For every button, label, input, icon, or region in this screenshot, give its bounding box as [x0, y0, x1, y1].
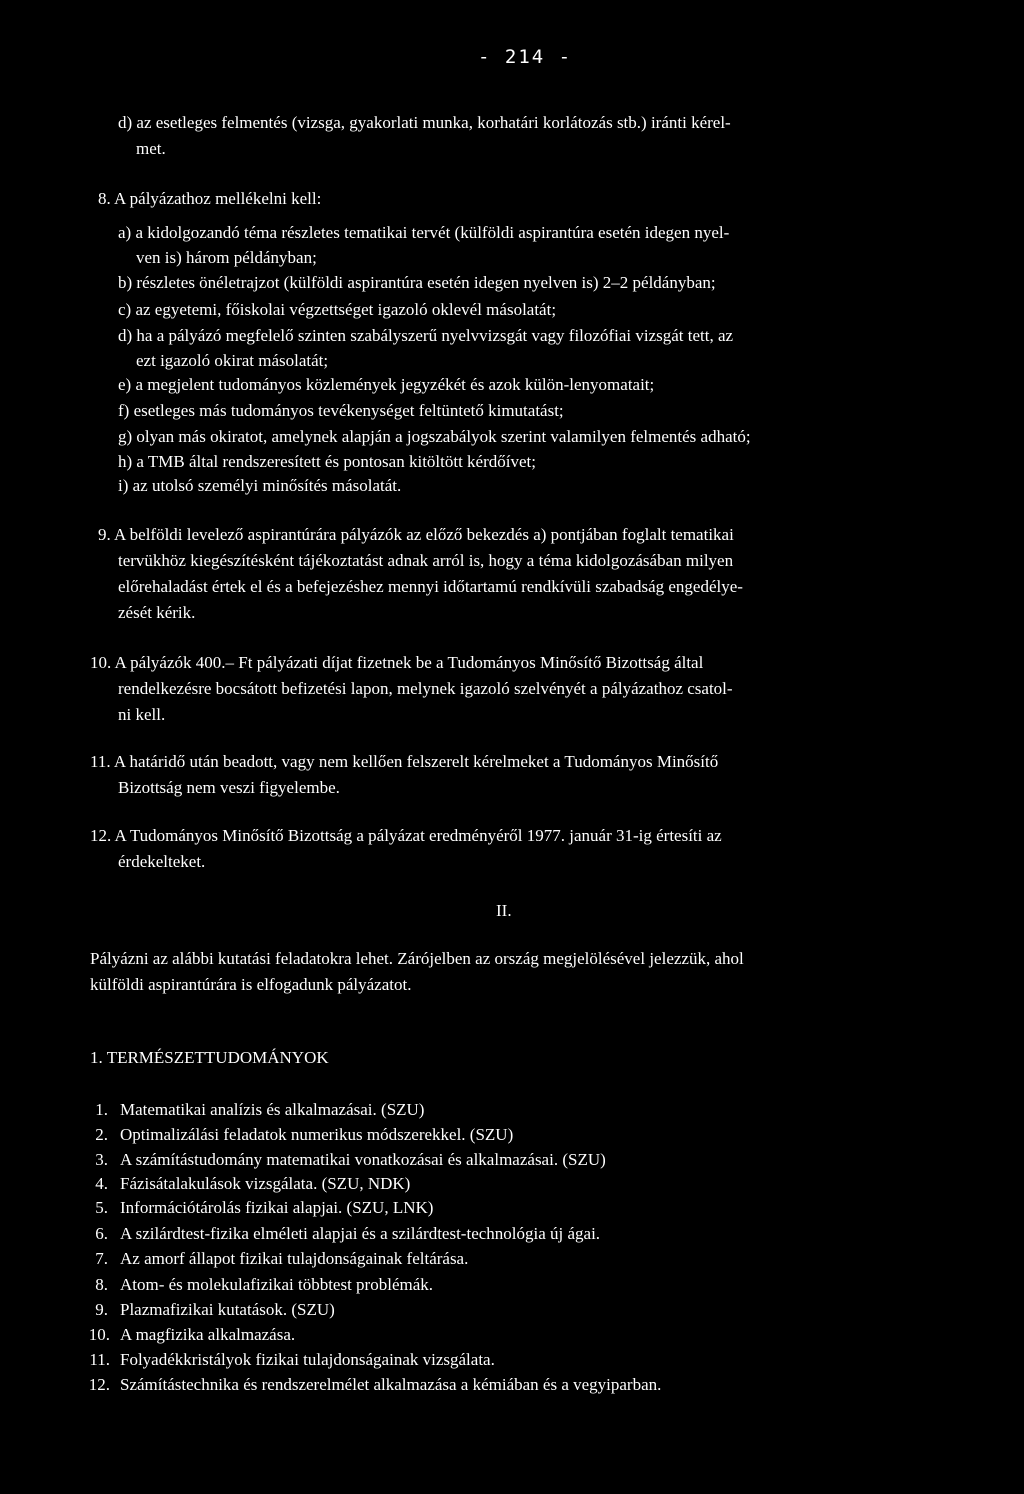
list-item: i) az utolsó személyi minősítés másolatát.: [118, 476, 402, 495]
text-line: Pályázni az alábbi kutatási feladatokra lehet. Zárójelben az ország megjelölésével jelezzük, ahol: [90, 949, 744, 968]
list-text: Folyadékkristályok fizikai tulajdonságainak vizsgálata.: [120, 1350, 495, 1369]
list-text: Információtárolás fizikai alapjai. (SZU, LNK): [120, 1198, 434, 1217]
list-item: c) az egyetemi, főiskolai végzettséget igazoló oklevél másolatát;: [118, 300, 557, 319]
list-number: 1.: [95, 1100, 108, 1119]
list-number: 8.: [95, 1275, 108, 1294]
list-item: ezt igazoló okirat másolatát;: [136, 351, 329, 370]
list-text: Matematikai analízis és alkalmazásai. (SZU): [120, 1100, 425, 1119]
text-line: met.: [136, 139, 166, 158]
text-line: rendelkezésre bocsátott befizetési lapon, melynek igazoló szelvényét a pályázathoz csatol-: [118, 679, 733, 698]
list-number: 11.: [89, 1350, 110, 1369]
list-number: 9.: [95, 1300, 108, 1319]
list-text: A számítástudomány matematikai vonatkozásai és alkalmazásai. (SZU): [120, 1150, 606, 1169]
list-item: e) a megjelent tudományos közlemények jegyzékét és azok külön-lenyomatait;: [118, 375, 655, 394]
text-line: 9. A belföldi levelező aspirantúrára pályázók az előző bekezdés a) pontjában foglalt tematikai: [98, 525, 734, 544]
text-line: tervükhöz kiegészítésként tájékoztatást adnak arról is, hogy a téma kidolgozásában milyen: [118, 551, 734, 570]
list-item: d) ha a pályázó megfelelő szinten szabályszerű nyelvvizsgát vagy filozófiai vizsgát tett, az: [118, 326, 734, 345]
list-text: Plazmafizikai kutatások. (SZU): [120, 1300, 335, 1319]
subsection-title: 1. TERMÉSZETTUDOMÁNYOK: [90, 1048, 329, 1067]
section-heading: 8. A pályázathoz mellékelni kell:: [98, 189, 322, 208]
list-text: Az amorf állapot fizikai tulajdonságainak feltárása.: [120, 1249, 469, 1268]
list-text: A szilárdtest-fizika elméleti alapjai és a szilárdtest-technológia új ágai.: [120, 1224, 601, 1243]
text-line: 12. A Tudományos Minősítő Bizottság a pályázat eredményéről 1977. január 31-ig értesíti az: [90, 826, 722, 845]
list-text: Számítástechnika és rendszerelmélet alkalmazása a kémiában és a vegyiparban.: [120, 1375, 662, 1394]
list-number: 4.: [95, 1174, 108, 1193]
list-item: ven is) három példányban;: [136, 248, 317, 267]
text-line: érdekelteket.: [118, 852, 206, 871]
text-line: d) az esetleges felmentés (vizsga, gyakorlati munka, korhatári korlátozás stb.) iránti kérel-: [118, 113, 731, 132]
text-line: zését kérik.: [118, 603, 196, 622]
list-number: 10.: [88, 1325, 110, 1344]
page-number: - 214 -: [478, 46, 573, 68]
text-line: külföldi aspirantúrára is elfogadunk pályázatot.: [90, 975, 412, 994]
text-line: előrehaladást értek el és a befejezéshez mennyi időtartamú rendkívüli szabadság engedélye-: [118, 577, 743, 596]
list-number: 3.: [95, 1150, 108, 1169]
text-line: Bizottság nem veszi figyelembe.: [118, 778, 340, 797]
list-number: 7.: [95, 1249, 108, 1268]
list-number: 6.: [95, 1224, 108, 1243]
list-item: g) olyan más okiratot, amelynek alapján a jogszabályok szerint valamilyen felmentés adható;: [118, 427, 751, 446]
list-text: Atom- és molekulafizikai többtest problémák.: [120, 1275, 434, 1294]
list-number: 5.: [95, 1198, 108, 1217]
list-text: Optimalizálási feladatok numerikus módszerekkel. (SZU): [120, 1125, 514, 1144]
list-number: 12.: [88, 1375, 110, 1394]
list-number: 2.: [95, 1125, 108, 1144]
text-line: ni kell.: [118, 705, 166, 724]
list-item: a) a kidolgozandó téma részletes tematikai tervét (külföldi aspirantúra esetén idegen nyel-: [118, 223, 730, 242]
list-item: b) részletes önéletrajzot (külföldi aspirantúra esetén idegen nyelven is) 2–2 példányban;: [118, 273, 716, 292]
text-line: 11. A határidő után beadott, vagy nem kellően felszerelt kérelmeket a Tudományos Minősítő: [90, 752, 719, 771]
list-text: Fázisátalakulások vizsgálata. (SZU, NDK): [120, 1174, 411, 1193]
text-line: 10. A pályázók 400.– Ft pályázati díjat fizetnek be a Tudományos Minősítő Bizottság által: [90, 653, 704, 672]
list-item: f) esetleges más tudományos tevékenységet feltüntető kimutatást;: [118, 401, 564, 420]
part-title: II.: [496, 901, 512, 920]
list-text: A magfizika alkalmazása.: [120, 1325, 296, 1344]
list-item: h) a TMB által rendszeresített és pontosan kitöltött kérdőívet;: [118, 452, 536, 471]
